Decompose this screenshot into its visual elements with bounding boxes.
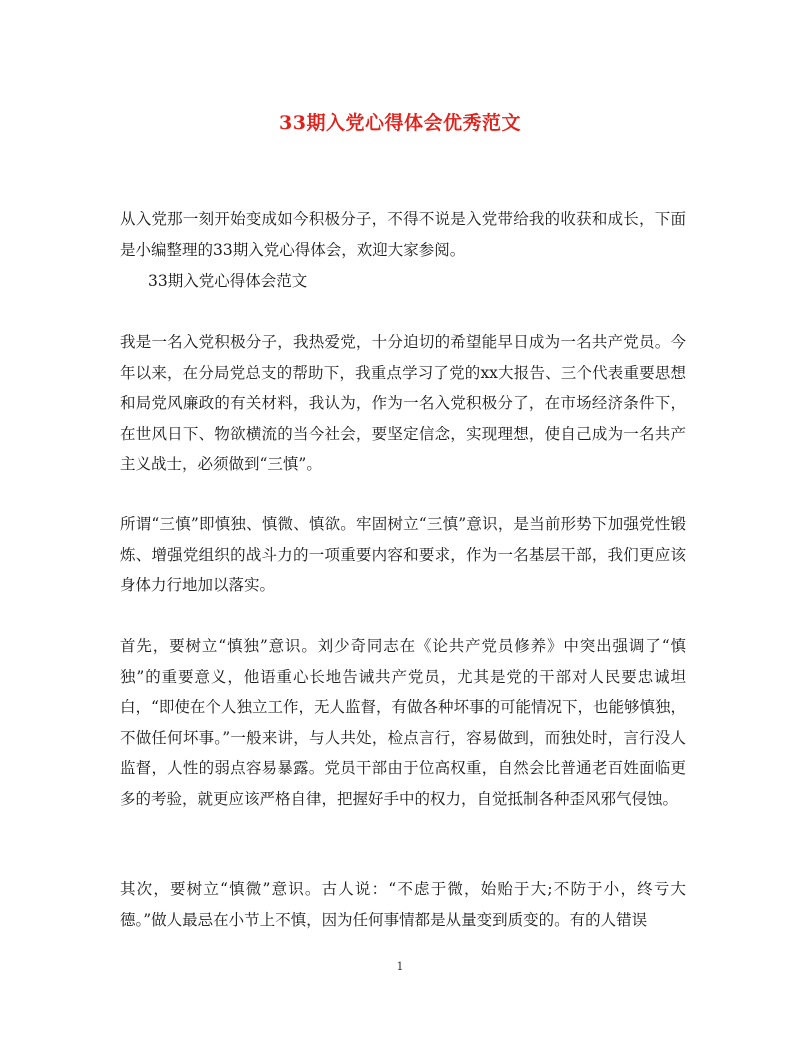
body-paragraph-3: 首先，要树立“慎独”意识。刘少奇同志在《论共产党员修养》中突出强调了“慎独”的重要意义，他语重心长地告诫共产党员，尤其是党的干部对人民要忠诚坦白，“即使在个人独立工作，无人监督，有做各种坏事的可能情况下，也能够慎独，不做任何坏事。”一般来讲，与人共处，检点言行，容易做到，而独处时，言行没人监督，人性的弱点容易暴露。党员干部由于位高权重，自然会比普通老百姓面临更多的考验，就更应该严格自律，把握好手中的权力，自觉抵制各种歪风邪气侵蚀。 <box>120 637 686 808</box>
page-number: 1 <box>396 960 404 973</box>
body-paragraph-2: 所谓“三慎”即慎独、慎微、慎欲。牢固树立“三慎”意识，是当前形势下加强党性锻炼、增强党组织的战斗力的一项重要内容和要求，作为一名基层干部，我们更应该身体力行地加以落实。 <box>120 515 686 594</box>
document-title: 33期入党心得体会优秀范文 <box>279 112 521 134</box>
body-paragraph-1: 我是一名入党积极分子，我热爱党，十分迫切的希望能早日成为一名共产党员。今年以来，在分局党总支的帮助下，我重点学习了党的xx大报告、三个代表重要思想和局党风廉政的有关材料，我认为，作为一名入党积极分了，在市场经济条件下，在世风日下、物欲横流的当今社会，要坚定信念，实现理想，使自己成为一名共产主义战士，必须做到“三慎”。 <box>120 333 686 473</box>
subheading: 33期入党心得体会范文 <box>148 272 308 290</box>
body-paragraph-4: 其次，要树立“慎微”意识。古人说：“不虑于微，始贻于大;不防于小，终亏大德。”做人最忌在小节上不慎，因为任何事情都是从量变到质变的。有的人错误 <box>120 880 686 929</box>
intro-paragraph: 从入党那一刻开始变成如今积极分子，不得不说是入党带给我的收获和成长，下面是小编整理的33期入党心得体会，欢迎大家参阅。 <box>120 210 686 259</box>
